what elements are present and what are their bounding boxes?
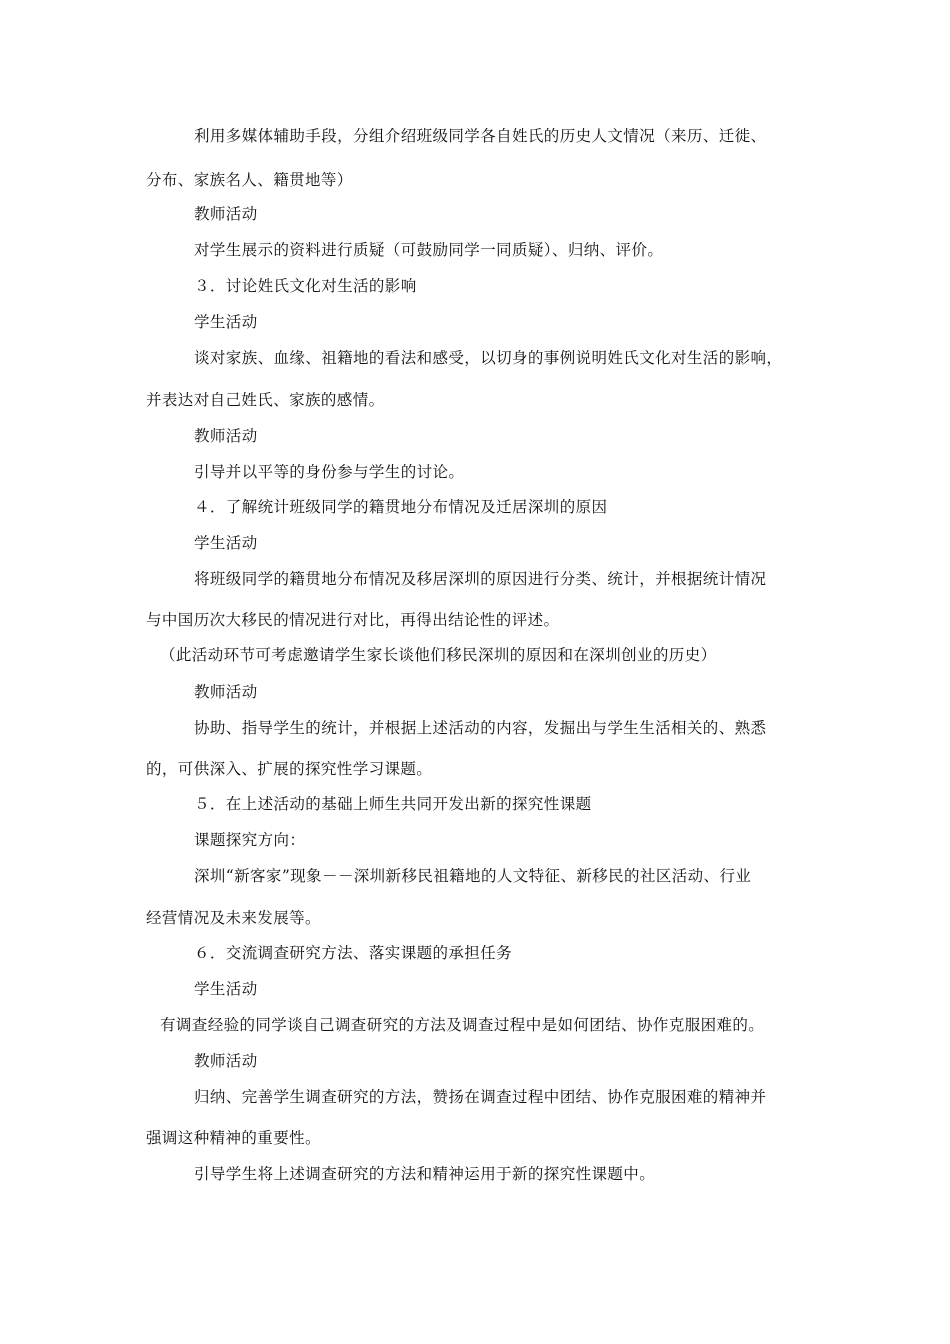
paragraph-line: 利用多媒体辅助手段，分组介绍班级同学各自姓氏的历史人文情况（来历、迁徙、: [194, 127, 767, 145]
section-label: 学生活动: [194, 313, 258, 331]
paragraph-line: 对学生展示的资料进行质疑（可鼓励同学一同质疑）、归纳、评价。: [194, 241, 664, 259]
paragraph-line: 归纳、完善学生调查研究的方法，赞扬在调查过程中团结、协作克服困难的精神并: [194, 1088, 767, 1106]
numbered-heading: ４．了解统计班级同学的籍贯地分布情况及迁居深圳的原因: [194, 498, 608, 516]
paragraph-line: 与中国历次大移民的情况进行对比，再得出结论性的评述。: [146, 611, 560, 629]
section-label: 教师活动: [194, 427, 258, 445]
numbered-heading: ６．交流调查研究方法、落实课题的承担任务: [194, 944, 513, 962]
section-label: 学生活动: [194, 980, 258, 998]
paragraph-line: 谈对家族、血缘、祖籍地的看法和感受，以切身的事例说明姓氏文化对生活的影响，: [194, 349, 783, 367]
section-label: 教师活动: [194, 683, 258, 701]
paragraph-line: 引导学生将上述调查研究的方法和精神运用于新的探究性课题中。: [194, 1165, 656, 1183]
section-label: 课题探究方向：: [194, 831, 306, 849]
numbered-heading: ５．在上述活动的基础上师生共同开发出新的探究性课题: [194, 795, 592, 813]
paragraph-line: 有调查经验的同学谈自己调查研究的方法及调查过程中是如何团结、协作克服困难的。: [160, 1016, 765, 1034]
section-label: 教师活动: [194, 1052, 258, 1070]
paragraph-line: 并表达对自己姓氏、家族的感情。: [146, 391, 385, 409]
numbered-heading: ３．讨论姓氏文化对生活的影响: [194, 277, 417, 295]
section-label: 教师活动: [194, 205, 258, 223]
paragraph-line: 强调这种精神的重要性。: [146, 1129, 321, 1147]
paragraph-line: （此活动环节可考虑邀请学生家长谈他们移民深圳的原因和在深圳创业的历史）: [160, 646, 717, 664]
paragraph-line: 的，可供深入、扩展的探究性学习课题。: [146, 760, 433, 778]
section-label: 学生活动: [194, 534, 258, 552]
paragraph-line: 分布、家族名人、籍贯地等）: [146, 171, 353, 189]
paragraph-line: 协助、指导学生的统计，并根据上述活动的内容，发掘出与学生生活相关的、熟悉: [194, 719, 767, 737]
paragraph-line: 深圳“新客家”现象－－深圳新移民祖籍地的人文特征、新移民的社区活动、行业: [194, 867, 752, 885]
paragraph-line: 引导并以平等的身份参与学生的讨论。: [194, 463, 465, 481]
paragraph-line: 将班级同学的籍贯地分布情况及移居深圳的原因进行分类、统计，并根据统计情况: [194, 570, 767, 588]
paragraph-line: 经营情况及未来发展等。: [146, 909, 321, 927]
